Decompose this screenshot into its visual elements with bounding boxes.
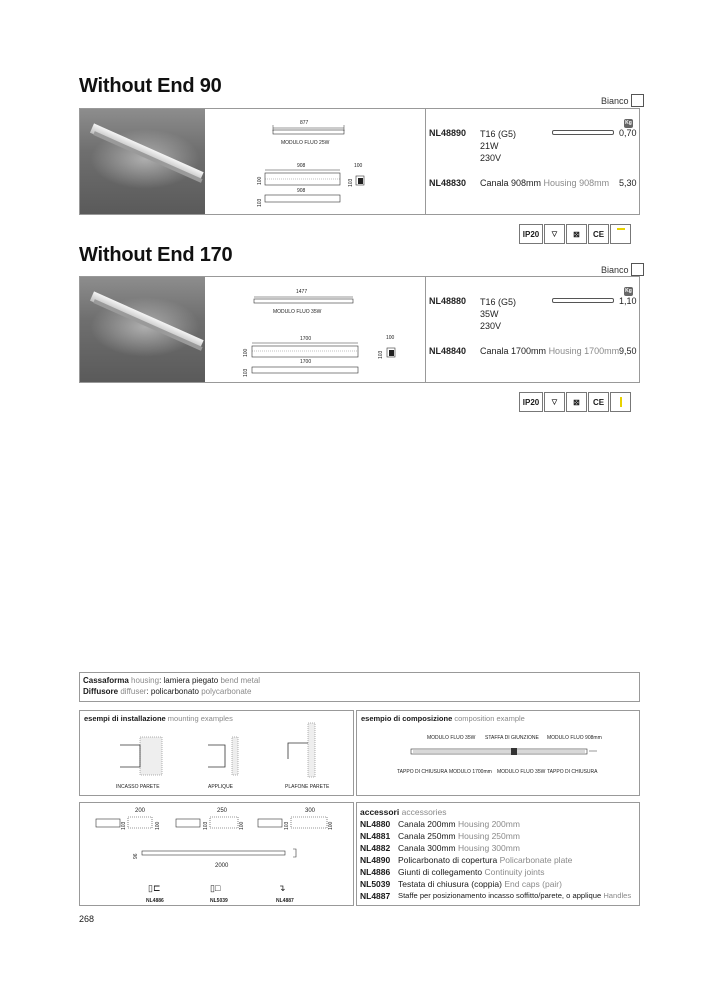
lamp-volt: 230V xyxy=(480,321,502,331)
housing-desc: Canala 908mm xyxy=(480,178,542,188)
svg-text:↴: ↴ xyxy=(278,883,286,893)
ip20-icon: IP20 xyxy=(519,224,543,244)
svg-text:2000: 2000 xyxy=(215,863,229,869)
section-title: Without End 90 xyxy=(79,75,222,97)
color-option[interactable] xyxy=(601,263,644,276)
housing-label: Cassaforma xyxy=(83,676,129,685)
ip20-icon: IP20 xyxy=(519,392,543,412)
svg-text:200: 200 xyxy=(135,808,146,814)
mount-label: INCASSO PARETE xyxy=(116,784,160,790)
dim-housing-length: 908 xyxy=(297,163,306,169)
accessory-code: NL4887 xyxy=(276,898,294,904)
svg-text:TAPPO DI CHIUSURA: TAPPO DI CHIUSURA xyxy=(397,769,448,775)
lamp-weight: 1,10 xyxy=(619,296,637,306)
ce-mark-icon: CE xyxy=(588,224,609,244)
svg-text:96: 96 xyxy=(133,853,139,859)
lamp-type: T16 (G5) xyxy=(480,297,517,307)
materials-box: Cassaforma housing: lamiera piegato bend metal Diffusore diffuser: policarbonato polycarbonate xyxy=(79,672,640,702)
list-item: NL4882 Canala 300mm Housing 300mm xyxy=(360,843,520,853)
product-panel xyxy=(79,108,640,215)
mounting-drawings xyxy=(80,711,355,797)
housing-desc-en: Housing 908mm xyxy=(543,178,610,188)
accessories-box: accessori accessories NL4880 Canala 200mm Housing 200mm NL4881 Canala 250mm Housing 250mm NL4882 Canala 300mm Housing 300mm NL4890 Policarbonato di copertura Policarbonate plate NL4886 Giunti di collegamento Continuity joints NL5039 Testata di chiusura (coppia) End caps (pair) NL4887 Staffe per posizionamento incasso soffitto/parete, o applique Handles xyxy=(356,802,640,906)
svg-text:100: 100 xyxy=(239,821,245,830)
ce-mark-icon: CE xyxy=(588,392,609,412)
housing-weight: 9,50 xyxy=(619,346,637,356)
svg-text:STAFFA DI GIUNZIONE: STAFFA DI GIUNZIONE xyxy=(485,735,539,741)
product-panel xyxy=(79,276,640,383)
dim-section-w: 100 xyxy=(354,163,363,169)
dim-module-length: 1477 xyxy=(296,289,308,295)
weight-icon: Kg xyxy=(625,120,632,126)
housing-weight: 5,30 xyxy=(619,178,637,188)
dim-module-length: 877 xyxy=(300,120,309,126)
list-item: NL5039 Testata di chiusura (coppia) End caps (pair) xyxy=(360,879,562,889)
mounting-title: esempi di installazione xyxy=(84,714,166,723)
technical-drawing xyxy=(240,113,420,213)
mount-label: PLAFONE PARETE xyxy=(285,784,330,790)
accessories-title: accessori xyxy=(360,807,400,817)
dim-housing-length-2: 1700 xyxy=(300,359,312,365)
lamp-watt: 21W xyxy=(480,141,499,151)
color-label: Bianco xyxy=(601,264,629,275)
lamp-weight: 0,70 xyxy=(619,128,637,138)
weee-bin-icon: ⊠ xyxy=(566,392,587,412)
composition-drawing xyxy=(357,711,641,797)
svg-text:MODULO FLUO 35W: MODULO FLUO 35W xyxy=(497,769,546,775)
svg-text:103: 103 xyxy=(284,821,290,830)
tube-icon xyxy=(552,298,614,303)
list-item: NL4881 Canala 250mm Housing 250mm xyxy=(360,831,520,841)
light-source-icon xyxy=(610,392,631,412)
list-item: NL4890 Policarbonato di copertura Policarbonate plate xyxy=(360,855,573,865)
svg-text:100: 100 xyxy=(155,821,161,830)
svg-text:▯□: ▯□ xyxy=(210,883,221,893)
weight-icon: Kg xyxy=(625,288,632,294)
module-label: MODULO FLUO 25W xyxy=(281,140,330,146)
accessory-code: NL5039 xyxy=(210,898,228,904)
accessory-drawings xyxy=(80,803,355,907)
module-label: MODULO FLUO 35W xyxy=(273,309,322,315)
list-item: NL4887 Staffe per posizionamento incasso soffitto/parete, o applique Handles xyxy=(360,891,632,901)
mounting-box: esempi di installazione mounting examples INCASSO PARETE APPLIQUE PLAFONE PARETE xyxy=(79,710,354,796)
list-item: NL4886 Giunti di collegamento Continuity joints xyxy=(360,867,545,877)
housing-desc: Canala 1700mm xyxy=(480,346,547,356)
color-swatch-white xyxy=(631,263,644,276)
housing-desc-en: Housing 1700mm xyxy=(548,346,620,356)
color-option[interactable] xyxy=(601,94,644,107)
dim-section-h: 103 xyxy=(378,350,384,359)
dim-height: 100 xyxy=(257,176,263,185)
f-mark-icon: ▽ xyxy=(544,224,565,244)
svg-text:103: 103 xyxy=(121,821,127,830)
svg-text:▯⊏: ▯⊏ xyxy=(148,883,161,893)
mount-label: APPLIQUE xyxy=(208,784,234,790)
color-label: Bianco xyxy=(601,95,629,106)
dim-housing-length: 1700 xyxy=(300,336,312,342)
product-code: NL48840 xyxy=(429,346,467,356)
lamp-spec xyxy=(429,128,466,138)
lamp-watt: 35W xyxy=(480,309,499,319)
svg-text:250: 250 xyxy=(217,808,228,814)
lamp-type: T16 (G5) xyxy=(480,129,517,139)
certification-icons xyxy=(519,392,631,412)
product-photo xyxy=(80,277,205,382)
page-number: 268 xyxy=(79,914,95,924)
product-photo xyxy=(80,109,205,214)
accessory-drawings-box xyxy=(79,802,354,906)
light-source-icon xyxy=(610,224,631,244)
f-mark-icon: ▽ xyxy=(544,392,565,412)
tube-icon xyxy=(552,130,614,135)
dim-height-2: 103 xyxy=(257,198,263,207)
svg-text:MODULO FLUO 35W: MODULO FLUO 35W xyxy=(427,735,476,741)
svg-text:100: 100 xyxy=(328,821,334,830)
svg-text:300: 300 xyxy=(305,808,316,814)
svg-text:103: 103 xyxy=(203,821,209,830)
technical-drawing xyxy=(230,281,420,381)
composition-title: esempio di composizione xyxy=(361,714,453,723)
dim-section-w: 100 xyxy=(386,335,395,341)
composition-box: esempio di composizione composition example MODULO FLUO 35W STAFFA DI GIUNZIONE MODULO FLUO 908mm TAPPO DI CHIUSURA MODULO 1700mm MODULO FLUO 35W TAPPO DI CHIUSURA xyxy=(356,710,640,796)
dim-housing-length-2: 908 xyxy=(297,188,306,194)
product-code: NL48890 xyxy=(429,128,467,138)
svg-text:TAPPO DI CHIUSURA: TAPPO DI CHIUSURA xyxy=(547,769,598,775)
svg-text:MODULO FLUO 908mm: MODULO FLUO 908mm xyxy=(547,735,602,741)
dim-height-2: 103 xyxy=(243,368,249,377)
weee-bin-icon: ⊠ xyxy=(566,224,587,244)
color-swatch-white xyxy=(631,94,644,107)
lamp-volt: 230V xyxy=(480,153,502,163)
dim-height: 100 xyxy=(243,348,249,357)
certification-icons xyxy=(519,224,631,244)
accessory-code: NL4886 xyxy=(146,898,164,904)
diffuser-label: Diffusore xyxy=(83,687,119,696)
product-code: NL48830 xyxy=(429,178,467,188)
product-code: NL48880 xyxy=(429,296,467,306)
section-title: Without End 170 xyxy=(79,244,233,266)
svg-text:MODULO 1700mm: MODULO 1700mm xyxy=(449,769,492,775)
list-item: NL4880 Canala 200mm Housing 200mm xyxy=(360,819,520,829)
dim-section-h: 103 xyxy=(348,178,354,187)
